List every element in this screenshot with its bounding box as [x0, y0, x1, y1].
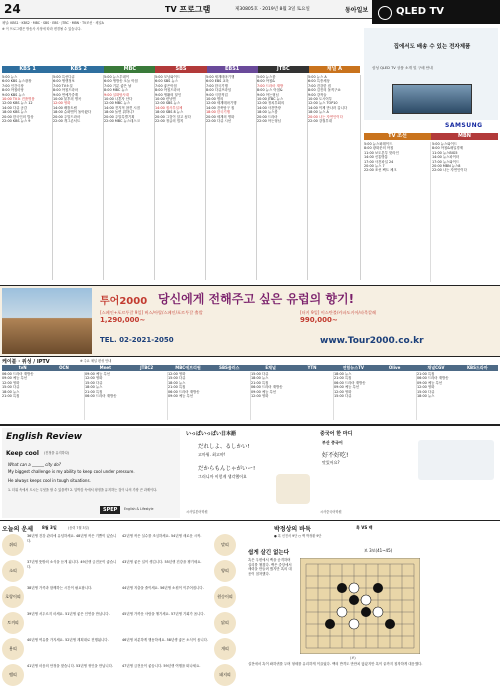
- japanese-footer: 시사일본어학원: [186, 510, 208, 514]
- baduk-paragraph-2: 실전에서 흑이 좌하귀를 두며 형세를 유리하게 이끌었다. 백의 반격도 만만치 않았지만 흑이 끝까지 침착하게 대응했다.: [248, 662, 423, 666]
- japanese-title: いっぱいっぱい日本語: [186, 431, 237, 437]
- travel-ad-photo: [2, 288, 92, 354]
- cable-entry: 15:00 다큐: [334, 394, 352, 399]
- schedule-entry: 10:00 명의: [206, 97, 224, 102]
- schedule-entry: 10:00 런닝맨: [155, 97, 176, 102]
- dragon-icon: 용띠: [2, 638, 24, 660]
- zodiac-text: 36년생 건강 관리에 유념하세요. 48년생 작은 기쁨이 있습니다.: [27, 534, 117, 543]
- schedule-entry: 14:00 뉴스파이터: [432, 155, 460, 160]
- baduk-section: [244, 524, 498, 690]
- baduk-game-label: 보 3보(41~45): [364, 548, 393, 553]
- edition-info: 제30805호 · 2019년 8월 3일 토요일: [235, 7, 310, 12]
- cable-channel: E채널: [250, 365, 291, 371]
- samsung-side-ad: [364, 28, 498, 120]
- zodiac-text: 40년생 여유를 가지세요. 52년생 계획대로 진행됩니다.: [27, 638, 109, 642]
- cable-entry: 15:00 다큐: [251, 372, 269, 376]
- schedule-entry: 9:00 연예가중계: [53, 92, 79, 97]
- cable-channel: Mnet: [85, 365, 126, 371]
- schedule-entry: 22:00 다큐 시선: [206, 119, 232, 124]
- schedule-entry: 7:00 기분 좋은 날: [104, 83, 132, 88]
- zodiac-item: [122, 586, 238, 612]
- schedule-entry: 14:00 집사부일체: [155, 105, 183, 110]
- cable-entry: 12:00 영화: [168, 372, 186, 376]
- cable-entry: 21:00 특집: [168, 385, 186, 390]
- cable-title: 케이블 · 위성 / IPTV: [2, 359, 50, 365]
- japanese-q1: だれしよ、るしかい!: [198, 444, 250, 450]
- cable-channel: tvN: [2, 365, 43, 371]
- schedule-entry: 22:00 KBS 뉴스 9: [2, 119, 31, 124]
- ad-body: 삼성 QLED TV 상품 소개 및 구매 안내: [372, 66, 433, 70]
- channel-tv-chosun: TV 조선: [364, 133, 431, 140]
- rooster-icon: 닭띠: [214, 612, 236, 634]
- english-review-box: [2, 428, 180, 518]
- schedule-entry: 18:00 KBS 뉴스: [2, 110, 28, 115]
- section-divider: [0, 520, 500, 521]
- cable-entry: 06:00 드라마 재방송: [251, 385, 283, 390]
- cable-entry: 21:00 특집: [417, 372, 435, 376]
- zodiac-item: [122, 612, 238, 638]
- cable-entry: 06:00 드라마 재방송: [168, 389, 200, 394]
- zodiac-text: 43년생 좋은 일이 생깁니다. 55년생 건강을 챙기세요.: [122, 560, 202, 564]
- channel-mbn: MBN: [431, 133, 498, 140]
- schedule-entry: 20:00 MBN 뉴스8: [432, 164, 461, 169]
- schedule-entry: 14:00 배틀트립: [53, 105, 77, 110]
- schedule-entry: 6:00 EBS 교육: [206, 79, 229, 84]
- schedule-entry: 5:00 특선다큐: [53, 75, 75, 79]
- cable-column: [251, 372, 334, 420]
- cable-entry: 15:00 다큐: [417, 389, 435, 394]
- cable-entry: 21:00 특집: [85, 389, 103, 394]
- travel-price-1: 1,290,000~: [100, 316, 146, 324]
- cable-entry: 06:00 드라마 재방송: [2, 372, 34, 376]
- cable-entry: 18:00 뉴스: [334, 372, 352, 376]
- travel-headline: 당신에게 전해주고 싶은 유럽의 향기!: [158, 292, 355, 306]
- schedule-column-ebs: [206, 75, 257, 280]
- schedule-entry: 7:00 한국기행: [206, 83, 228, 88]
- chinese-title: 중국어 한 마디: [320, 431, 353, 437]
- notice-line: ※ 이 프로그램은 방송사 사정에 따라 변경될 수 있습니다.: [2, 27, 82, 31]
- cable-entry: 12:00 영화: [417, 385, 435, 390]
- schedule-entry: 11:00 보도본부 핫라인: [364, 150, 399, 155]
- travel-price-2: 990,000~: [300, 316, 338, 324]
- section-divider: [0, 424, 500, 426]
- cable-entry: 09:00 예능 특선: [251, 389, 277, 394]
- monkey-icon: 원숭이띠: [214, 586, 236, 608]
- cable-channel: OCN: [43, 365, 84, 371]
- zodiac-text: 37년생 뜻밖의 소식을 듣게 됩니다. 49년생 금전운이 좋습니다.: [27, 560, 117, 569]
- zodiac-item: [2, 534, 118, 560]
- schedule-entry: 12:00 뉴스 TOP10: [308, 101, 338, 106]
- sheep-icon: 양띠: [214, 560, 236, 582]
- schedule-entry: 12:00 영화: [53, 101, 71, 106]
- cable-entry: 12:00 영화: [251, 394, 269, 399]
- schedule-entry: 6:00 특종세상: [308, 79, 330, 84]
- tiger-icon: 호랑이띠: [2, 586, 24, 608]
- cable-entry: 15:00 다큐: [168, 376, 186, 381]
- cable-channel: MBC에브리원: [167, 365, 208, 371]
- schedule-entry: 8:00 아침드라마: [53, 88, 79, 93]
- schedule-entry: 5:00 세계테마기행: [206, 75, 235, 79]
- baduk-paragraph-1: 흑은 우변에서 백을 공격하며 실리를 챙겼다. 백은 중앙에서 세력을 만들려 했지만 흑의 대응이 침착했다.: [248, 558, 292, 576]
- zodiac-text: 38년생 가족과 함께하는 시간이 필요합니다.: [27, 586, 93, 590]
- samsung-logo: SAMSUNG: [445, 122, 483, 129]
- japanese-illustration: [276, 474, 310, 504]
- schedule-entry: 12:00 KBS 뉴스 12: [2, 101, 33, 106]
- cable-entry: 18:00 뉴스: [168, 380, 186, 385]
- chinese-illustration: [418, 440, 494, 480]
- schedule-entry: 14:00 이제 만나러 갑니다: [308, 105, 348, 110]
- cable-column: [334, 372, 417, 420]
- zodiac-item: [122, 560, 238, 586]
- chinese-line-2: 맛있어요?: [322, 460, 340, 465]
- schedule-entry: 7:00 좋은아침: [155, 83, 177, 88]
- qled-label: QLED TV: [396, 6, 445, 17]
- schedule-entry: 22:00 정글의 법칙: [155, 119, 184, 124]
- schedule-entry: 10:00 JTBC 뉴스: [257, 97, 284, 102]
- schedule-entry: 12:00 SBS 뉴스: [155, 101, 181, 106]
- horoscope-section: [2, 524, 238, 690]
- cable-entry: 18:00 뉴스: [417, 394, 435, 399]
- english-footer: English & Lifestyle: [124, 507, 154, 511]
- schedule-entry: 22:00 강철부대: [308, 119, 332, 124]
- zodiac-item: [2, 638, 118, 664]
- cable-entry: 21:00 특집: [334, 376, 352, 381]
- right-schedule-left: [364, 142, 431, 282]
- english-translation: 1. 더위 속에서 도시는 무엇을 할 수 있을까? 2. 압박감 속에서 평정을 유지하는 것이 나의 가장 큰 과제이다.: [8, 488, 158, 492]
- right-channel-bar: [364, 133, 498, 140]
- schedule-entry: 18:00 한국기행: [206, 110, 230, 115]
- zodiac-item: [2, 560, 118, 586]
- schedule-entry: 22:00 조선 팩트 체크: [364, 168, 397, 173]
- schedule-entry: 6:00 아침&: [257, 79, 275, 84]
- schedule-entry: 8:00 아침마당: [2, 88, 24, 93]
- schedule-entry: 8:00 MBC 뉴스: [104, 88, 128, 93]
- page-number: 24: [4, 2, 21, 16]
- channel-kbs1: KBS 1: [2, 66, 53, 73]
- schedule-entry: 8:00 다큐프라임: [206, 88, 232, 93]
- schedule-entry: 9:00 아는형님: [257, 92, 279, 97]
- zodiac-item: [2, 612, 118, 638]
- schedule-entry: 5:00 뉴스 A: [308, 75, 327, 79]
- schedule-entry: 20:00 주말특별기획: [104, 114, 135, 119]
- ox-icon: 소띠: [2, 560, 24, 582]
- travel-url[interactable]: www.Tour2000.co.kr: [320, 336, 424, 346]
- schedule-entry: 5:00 뉴스룸: [257, 75, 276, 79]
- cable-channel: YTN: [291, 365, 332, 371]
- cable-entry: 06:00 드라마 재방송: [334, 380, 366, 385]
- cable-entry: 09:00 예능 특선: [2, 376, 28, 381]
- japanese-box: [184, 428, 314, 518]
- japanese-a1: 고마워. 최고야!: [198, 452, 226, 457]
- cable-entry: 15:00 다큐: [2, 385, 20, 390]
- schedule-entry: 18:00 슈퍼맨이 돌아왔다: [53, 110, 92, 115]
- zodiac-text: 42년생 작은 실수를 조심하세요. 54년생 새로운 시작.: [122, 534, 202, 538]
- horse-icon: 말띠: [214, 534, 236, 556]
- zodiac-text: 44년생 지출을 줄이세요. 56년생 소원이 이루어집니다.: [122, 586, 204, 590]
- newspaper-name: 동아일보: [345, 7, 369, 14]
- snake-icon: 뱀띠: [2, 664, 24, 686]
- schedule-entry: 9:00 극한직업: [206, 92, 228, 97]
- schedule-entry: 20:00 세계의 명화: [206, 114, 235, 119]
- rat-icon: 쥐띠: [2, 534, 24, 556]
- schedule-column-mbc: [104, 75, 155, 280]
- schedule-entry: 20:00 나는 자연인이다: [308, 114, 343, 119]
- schedule-entry: 22:00 나는 자연인이다: [432, 168, 467, 173]
- cable-channel: JTBC2: [126, 365, 167, 371]
- schedule-entry: 17:00 뉴스와이드: [432, 159, 460, 164]
- qled-banner: [372, 0, 500, 24]
- schedule-entry: 18:00 뉴스 A: [308, 110, 329, 115]
- schedule-column-sbs: [155, 75, 206, 280]
- cable-entry: 06:00 드라마 재방송: [85, 394, 117, 399]
- schedule-entry: 10:00 TV쇼 진품명품: [2, 97, 35, 102]
- chinese-line-1: 好不好吃!: [322, 452, 349, 459]
- cable-entry: 21:00 특집: [2, 394, 20, 399]
- baduk-title: 박정상의 바둑: [274, 526, 311, 533]
- cable-entry: 18:00 뉴스: [85, 385, 103, 390]
- schedule-column-jtbc: [257, 75, 308, 280]
- chinese-box: [318, 428, 498, 518]
- schedule-entry: 7:00 건강한 집: [308, 83, 331, 88]
- channels-line: 채널: KBS1 · KBS2 · MBC · SBS · EBS · JTBC · MBN · TV조선 · 채널A: [2, 21, 104, 25]
- japanese-q2: だからもんじゃがいー!: [198, 466, 256, 472]
- schedule-entry: 8:00 뉴스 아침&: [257, 88, 283, 93]
- cable-column: [168, 372, 251, 420]
- horoscope-col-right: [122, 534, 238, 690]
- cable-channel: 채널CGV: [415, 365, 456, 371]
- cable-entry: 09:00 예능 특선: [334, 385, 360, 390]
- schedule-entry: 7:00 TV소설: [53, 83, 73, 88]
- english-example-1: What can a ______ city do?: [8, 462, 61, 467]
- cable-channel: KBS드라마: [457, 365, 498, 371]
- zodiac-text: 45년생 가까운 사람을 챙기세요. 57년생 기회가 옵니다.: [122, 612, 205, 616]
- english-example-3: He always keeps cool in tough situations.: [8, 478, 91, 483]
- schedule-entry: 8:00 김진의 돌직구쇼: [308, 88, 341, 93]
- schedule-entry: 6:00 생방송 오늘 아침: [104, 79, 138, 84]
- schedule-entry: 8:00 광화문의 아침: [364, 146, 394, 151]
- schedule-entry: 10:00 나혼자 산다: [104, 97, 133, 102]
- schedule-entry: 22:00 MBC 뉴스데스크: [104, 119, 140, 124]
- english-subtitle: Keep cool: [6, 450, 39, 457]
- channel-ebs: EBS1: [207, 66, 258, 73]
- schedule-entry: 9:00 KBS 뉴스: [2, 92, 25, 97]
- schedule-entry: 9:00 생활의 달인: [155, 92, 182, 97]
- schedule-entry: 18:00 뉴스룸: [257, 110, 278, 115]
- schedule-entry: 14:00 다큐 공감: [2, 105, 28, 110]
- schedule-entry: 20:00 그것이 알고 싶다: [155, 114, 191, 119]
- schedule-entry: 20:00 주말드라마: [53, 114, 81, 119]
- right-schedule-right: [432, 142, 498, 282]
- zodiac-item: [2, 586, 118, 612]
- cable-channel: SBS플러스: [209, 365, 250, 371]
- japanese-a2: 그러니까 이렇게 생각했어요: [198, 474, 247, 479]
- baduk-players: ● 흑 신진서 9단 ○ 백 박정환 9단: [274, 534, 322, 538]
- english-title: English Review: [6, 432, 83, 442]
- channel-a: 채널 A: [309, 66, 360, 73]
- schedule-entry: 14:00 신통방통: [364, 155, 388, 160]
- horoscope-date: 8월 3일: [42, 525, 57, 530]
- schedule-entry: 10:00 도시어부: [308, 97, 332, 102]
- zodiac-item: [122, 534, 238, 560]
- cable-column: [2, 372, 85, 420]
- tv-image-icon: [392, 84, 472, 114]
- chinese-head: 부산 중국어: [322, 440, 343, 445]
- schedule-entry: 14:00 전지적 참견 시점: [104, 105, 140, 110]
- english-subtitle-note: (진정을 유지하다): [44, 451, 70, 455]
- baduk-caption: (보): [350, 656, 356, 660]
- schedule-entry: 12:00 MBC 뉴스: [104, 101, 131, 106]
- cable-entry: 06:00 드라마 재방송: [417, 376, 449, 381]
- channel-bar: [2, 66, 360, 73]
- zodiac-text: 39년생 서두르지 마세요. 51년생 좋은 인연을 만납니다.: [27, 612, 110, 616]
- schedule-entry: 5:00 뉴스와이드: [432, 142, 458, 146]
- rabbit-icon: 토끼띠: [2, 612, 24, 634]
- cable-column: [417, 372, 498, 420]
- baduk-subtitle: 흑 VS 백: [356, 525, 373, 530]
- cable-entry: 21:00 특집: [251, 380, 269, 385]
- cable-entry: 12:00 영화: [334, 389, 352, 394]
- horoscope-title: 오늘의 운세: [2, 526, 34, 533]
- cable-entry: 12:00 영화: [2, 380, 20, 385]
- schedule-entry: 22:00 아는형님: [257, 119, 281, 124]
- horoscope-lunar: (음력 7월 3일): [68, 526, 89, 530]
- travel-phone: TEL. 02-2021-2050: [100, 336, 174, 344]
- zodiac-item: [2, 664, 118, 690]
- schedule-column-channel-a: [308, 75, 361, 280]
- cable-entry: 09:00 예능 특선: [417, 380, 443, 385]
- schedule-entry: 9:00 실화탐사대: [104, 92, 130, 97]
- channel-kbs2: KBS 2: [53, 66, 104, 73]
- schedule-entry: 7:00 드라마 재방: [257, 83, 284, 88]
- cable-entry: 18:00 뉴스: [2, 389, 20, 394]
- horoscope-col-left: [2, 534, 118, 690]
- zodiac-text: 47년생 금전운이 좋습니다. 59년생 여행을 떠나세요.: [122, 664, 201, 668]
- baduk-section-heading: 쉽게 살긴 없는다: [248, 550, 290, 556]
- schedule-entry: 18:00 SBS 8 뉴스: [155, 110, 184, 115]
- schedule-entry: 20:00 한국인의 밥상: [2, 114, 34, 119]
- schedule-entry: 6:00 SBS 뉴스: [155, 79, 178, 84]
- schedule-entry: 5:00 뉴스투데이: [104, 75, 130, 79]
- section-title: TV 프로그램: [165, 5, 211, 14]
- cable-column: [85, 372, 168, 420]
- english-example-2: My biggest challenge is my ability to keep cool under pressure.: [8, 469, 135, 474]
- schedule-entry: 5:00 뉴스퍼레이드: [364, 142, 393, 146]
- english-brand-badge: SPEP: [100, 506, 120, 514]
- qled-badge-icon: [378, 6, 392, 20]
- cable-entry: 09:00 예능 특선: [85, 372, 111, 376]
- zodiac-item: [122, 664, 238, 690]
- schedule-entry: 18:00 놀면 뭐하니?: [104, 110, 135, 115]
- channel-jtbc: JTBC: [258, 66, 309, 73]
- schedule-entry: 8:00 아침드라마: [155, 88, 181, 93]
- schedule-entry: 8:00 아침&매일경제: [432, 146, 463, 151]
- schedule-entry: 9:00 강적들: [308, 92, 327, 97]
- travel-offer-1: [스페인+포르투갈 9일] 버스/아랍/스페인/포르투갈 출발: [100, 310, 203, 315]
- schedule-entry: 12:00 세계테마기행: [206, 101, 237, 106]
- schedule-entry: 14:00 사건반장: [257, 105, 281, 110]
- schedule-entry: 22:00 개그콘서트: [53, 119, 81, 124]
- cable-entry: 12:00 영화: [85, 376, 103, 381]
- schedule-entry: 11:00 뉴스BIG5: [432, 150, 458, 155]
- cable-channel: 연합뉴스TV: [333, 365, 374, 371]
- schedule-entry: 5:00 모닝와이드: [155, 75, 181, 79]
- go-board: [300, 558, 420, 654]
- schedule-column-kbs1: [2, 75, 53, 280]
- cable-channel-bar: [2, 365, 498, 371]
- travel-brand: 투어2000: [100, 296, 148, 307]
- channel-sbs: SBS: [155, 66, 206, 73]
- cable-note: ※ 주요 채널 편성 안내: [80, 359, 112, 363]
- chinese-footer: 시사중국어학원: [320, 510, 342, 514]
- schedule-entry: 14:00 건축탐구 집: [206, 105, 235, 110]
- zodiac-text: 41년생 마음의 안정을 찾습니다. 53년생 귀인을 만납니다.: [27, 664, 114, 668]
- cable-entry: 15:00 다큐: [85, 380, 103, 385]
- cable-entry: 09:00 예능 특선: [168, 394, 194, 399]
- schedule-entry: 12:00 정치부회의: [257, 101, 285, 106]
- travel-ad: [0, 285, 500, 357]
- pig-icon: 돼지띠: [214, 664, 236, 686]
- dog-icon: 개띠: [214, 638, 236, 660]
- channel-mbc: MBC: [104, 66, 155, 73]
- schedule-entry: 5:00 뉴스: [2, 75, 18, 79]
- schedule-entry: 6:00 KBS 뉴스광장: [2, 79, 32, 84]
- schedule-column-kbs2: [53, 75, 104, 280]
- schedule-entry: 6:00 생생정보: [53, 79, 75, 84]
- schedule-entry: 7:00 인간극장: [2, 83, 24, 88]
- ad-headline: 집에서도 배송 수 있는 전자제품: [393, 44, 471, 50]
- zodiac-item: [122, 638, 238, 664]
- schedule-entry: 10:00 불후의 명곡: [53, 97, 82, 102]
- zodiac-text: 46년생 차분하게 행동하세요. 58년생 좋은 소식이 옵니다.: [122, 638, 209, 642]
- schedule-entry: 20:00 드라마: [257, 114, 278, 119]
- schedule-entry: 20:00 뉴스 7: [364, 164, 385, 169]
- schedule-entry: 17:00 사건파일 24: [364, 159, 394, 164]
- cable-entry: 18:00 뉴스: [251, 376, 269, 381]
- cable-channel: Olive: [374, 365, 415, 371]
- travel-offer-2: [터키 9일] 이스탄불/카파도키아/파묵칼레: [300, 310, 377, 315]
